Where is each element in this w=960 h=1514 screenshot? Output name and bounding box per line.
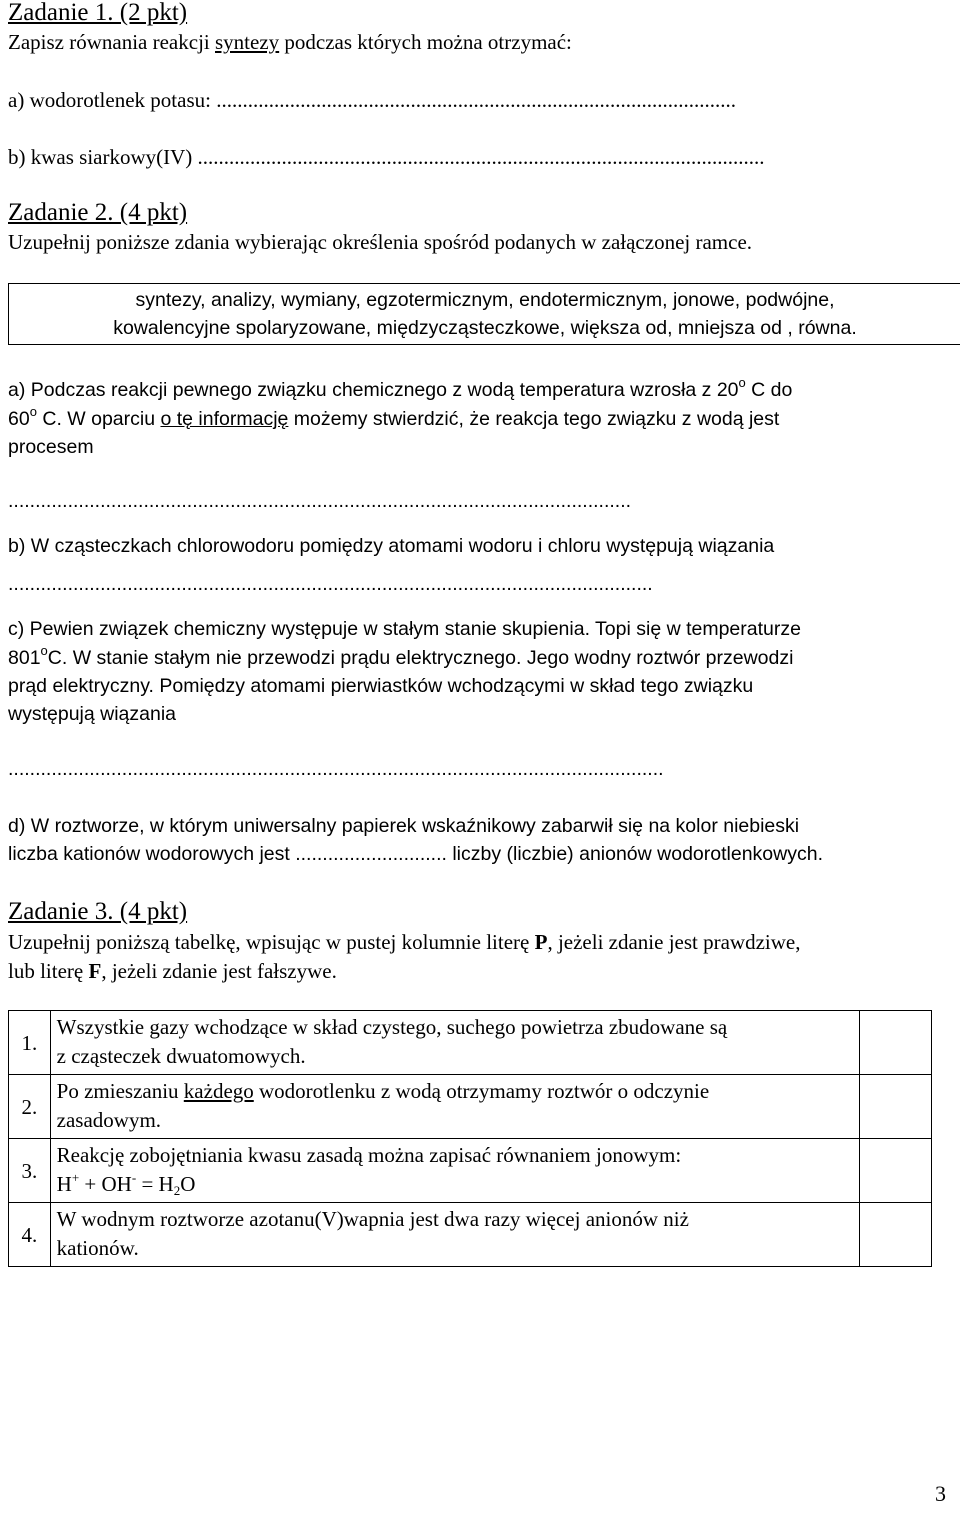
row-number: 4. bbox=[9, 1203, 51, 1267]
statement-cell: W wodnym roztworze azotanu(V)wapnia jest dwa razy więcej anionów niż kationów. bbox=[50, 1203, 859, 1267]
task2-c-line-4: występują wiązania bbox=[8, 703, 177, 725]
table-row bbox=[9, 1139, 932, 1203]
task1-item-b: b) kwas siarkowy(IV) ............................................................................................................ bbox=[8, 145, 765, 169]
answer-cell[interactable] bbox=[859, 1139, 931, 1203]
row-number: 1. bbox=[9, 1011, 51, 1075]
task2-a-answer-dots: ................................................................................................................... bbox=[8, 490, 632, 512]
table-row bbox=[9, 1011, 932, 1075]
task1-item-a: a) wodorotlenek potasu: ................................................................................................... bbox=[8, 88, 736, 112]
answer-cell[interactable] bbox=[859, 1075, 931, 1139]
task2-a-line-2: 60$^o$ C. W oparciu o tę informację możemy stwierdzić, że reakcja tego związku z wodą jest bbox=[8, 404, 780, 430]
ionic-equation: $H^+ + OH^- = H_2O$ bbox=[56, 1170, 196, 1198]
true-false-table bbox=[8, 1010, 932, 1267]
task1-instruction: Zapisz równania reakcji syntezy podczas których można otrzymać: bbox=[8, 30, 572, 54]
page-number: 3 bbox=[935, 1481, 946, 1506]
task2-a-line-1: a) Podczas reakcji pewnego związku chemicznego z wodą temperatura wzrosła z 20$^o$ C do bbox=[8, 375, 793, 401]
row-number: 2. bbox=[9, 1075, 51, 1139]
row-number: 3. bbox=[9, 1139, 51, 1203]
task3-instruction-line-1: Uzupełnij poniższą tabelkę, wpisując w pustej kolumnie literę P, jeżeli zdanie jest prawdziwe, bbox=[8, 930, 801, 954]
task2-c-line-1: c) Pewien związek chemiczny występuje w stałym stanie skupienia. Topi się w temperaturze bbox=[8, 618, 801, 640]
task2-title: Zadanie 2. (4 pkt) bbox=[8, 199, 188, 226]
statement-cell: Wszystkie gazy wchodzące w skład czystego, suchego powietrza zbudowane są z cząsteczek dwuatomowych. bbox=[50, 1011, 859, 1075]
answer-cell[interactable] bbox=[859, 1203, 931, 1267]
table-row bbox=[9, 1203, 932, 1267]
table-row bbox=[9, 1075, 932, 1139]
task2-d-line-1: d) W roztworze, w którym uniwersalny papierek wskaźnikowy zabarwił się na kolor niebieski bbox=[8, 815, 800, 837]
task2-a-line-3: procesem bbox=[8, 436, 94, 458]
task2-b-answer-dots: ....................................................................................................................... bbox=[8, 573, 653, 595]
statement-cell: Po zmieszaniu każdego wodorotlenku z wodą otrzymamy roztwór o odczynie zasadowym. bbox=[50, 1075, 859, 1139]
task2-instruction: Uzupełnij poniższe zdania wybierając określenia spośród podanych w załączonej ramce. bbox=[8, 230, 753, 254]
task2-c-answer-dots: ......................................................................................................................... bbox=[8, 758, 664, 780]
statement-cell: Reakcję zobojętniania kwasu zasadą można zapisać równaniem jonowym: $H^+ + OH^- = H_2O$ bbox=[50, 1139, 859, 1203]
word-bank-box bbox=[8, 283, 960, 345]
task3-title: Zadanie 3. (4 pkt) bbox=[8, 898, 188, 925]
word-bank-line-1: syntezy, analizy, wymiany, egzotermicznym, endotermicznym, jonowe, podwójne, bbox=[135, 289, 835, 311]
task3-instruction-line-2: lub literę F, jeżeli zdanie jest fałszywe. bbox=[8, 959, 337, 983]
task2-c-line-2: 801$^o$C. W stanie stałym nie przewodzi prądu elektrycznego. Jego wodny roztwór przewodzi bbox=[8, 643, 794, 669]
task2-c-line-3: prąd elektryczny. Pomiędzy atomami pierwiastków wchodzącymi w skład tego związku bbox=[8, 675, 754, 697]
task2-d-line-2: liczba kationów wodorowych jest ............................ liczby (liczbie) anionów wodorotlenkowych. bbox=[8, 843, 823, 865]
task1-title: Zadanie 1. (2 pkt) bbox=[8, 0, 188, 26]
task2-b-line: b) W cząsteczkach chlorowodoru pomiędzy atomami wodoru i chloru występują wiązania bbox=[8, 535, 775, 557]
answer-cell[interactable] bbox=[859, 1011, 931, 1075]
word-bank-line-2: kowalencyjne spolaryzowane, międzycząsteczkowe, większa od, mniejsza od , równa. bbox=[113, 317, 857, 339]
